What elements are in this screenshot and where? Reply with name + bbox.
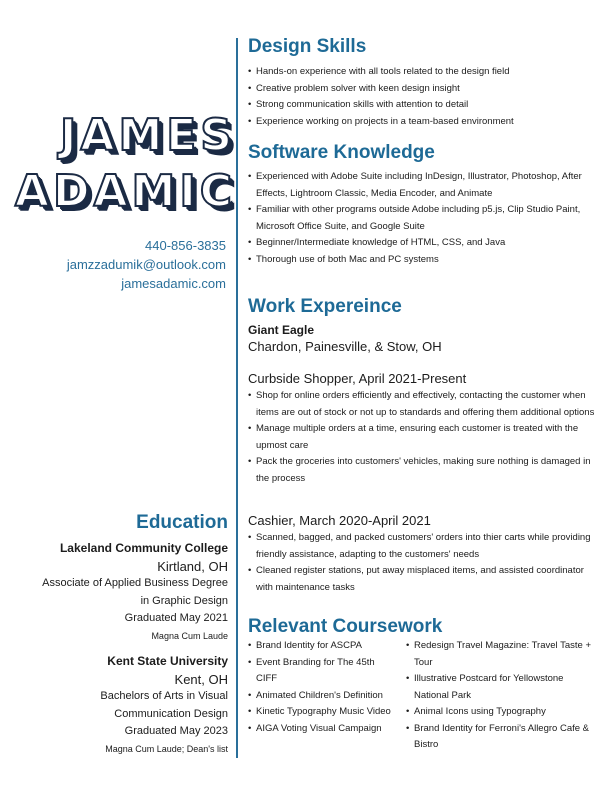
- list-item: • Manage multiple orders at a time, ensuring each customer is treated with the upmost care: [248, 421, 598, 454]
- education-entry: [8, 540, 228, 645]
- work-section: [248, 296, 598, 487]
- contact-phone[interactable]: 440-856-3835: [145, 238, 226, 253]
- graduation-date: Graduated May 2023: [124, 725, 228, 737]
- list-item: • Experience working on projects in a team-based environment: [248, 114, 598, 131]
- list-item: • Familiar with other programs outside Adobe including p5.js, Clip Studio Paint, Microsoft Office Suite, and Google Suite: [248, 202, 598, 235]
- design-skills-list: [248, 64, 598, 130]
- list-item: • Scanned, bagged, and packed customers' orders into thier carts while providing friendly assistance, adapting to the customers' needs: [248, 530, 598, 563]
- school-name: Kent State University: [107, 654, 228, 668]
- degree-line: in Graphic Design: [140, 594, 228, 607]
- software-section: [248, 142, 598, 268]
- list-item: • Event Branding for The 45th CIFF: [248, 655, 398, 688]
- list-item: • AIGA Voting Visual Campaign: [248, 721, 398, 738]
- role-title: Curbside Shopper, April 2021-Present: [248, 371, 467, 386]
- school-city: Kent, OH: [174, 671, 228, 687]
- coursework-section: [248, 616, 598, 638]
- role-title: Cashier, March 2020-April 2021: [248, 513, 431, 528]
- degree-line: Bachelors of Arts in Visual: [100, 690, 228, 702]
- list-item: • Creative problem solver with keen design insight: [248, 81, 598, 98]
- contact-email[interactable]: jamzzadumik@outlook.com: [66, 257, 226, 272]
- role-duties-list: [248, 530, 598, 596]
- coursework-list-right: [406, 638, 596, 754]
- list-item: • Brand Identity for Ferroni's Allegro Cafe & Bistro: [406, 721, 596, 754]
- degree-line: Communication Design: [114, 707, 228, 720]
- list-item: • Animal Icons using Typography: [406, 704, 596, 721]
- contact-website[interactable]: jamesadamic.com: [121, 276, 226, 291]
- work-heading: Work Expereince: [248, 296, 402, 317]
- software-list: [248, 169, 598, 268]
- software-heading: Software Knowledge: [248, 142, 435, 163]
- list-item: • Brand Identity for ASCPA: [248, 638, 398, 655]
- graduation-date: Graduated May 2021: [124, 612, 228, 624]
- list-item: • Experienced with Adobe Suite including InDesign, Illustrator, Photoshop, After Effects, Lightroom Classic, Media Encoder, and Animate: [248, 169, 598, 202]
- education-heading: Education: [136, 512, 228, 533]
- school-city: Kirtland, OH: [157, 558, 228, 574]
- employer-name: Giant Eagle: [248, 323, 315, 337]
- list-item: • Animated Children's Definition: [248, 688, 398, 705]
- design-skills-section: [248, 36, 598, 130]
- list-item: • Pack the groceries into customers' vehicles, making sure nothing is damaged in the process: [248, 454, 598, 487]
- list-item: • Thorough use of both Mac and PC systems: [248, 252, 598, 269]
- education-entry: [8, 653, 228, 758]
- list-item: • Cleaned register stations, put away misplaced items, and assisted coordinator with maintenance tasks: [248, 563, 598, 596]
- vertical-divider: [236, 38, 238, 758]
- school-name: Lakeland Community College: [59, 541, 228, 555]
- list-item: • Beginner/Intermediate knowledge of HTML, CSS, and Java: [248, 235, 598, 252]
- coursework-heading: Relevant Coursework: [248, 616, 443, 637]
- coursework-list-left: [248, 638, 398, 737]
- name-last: ADAMIC: [14, 166, 236, 217]
- list-item: • Hands-on experience with all tools related to the design field: [248, 64, 598, 81]
- employer-location: Chardon, Painesville, & Stow, OH: [248, 339, 442, 354]
- degree-line: Associate of Applied Business Degree: [42, 577, 228, 589]
- list-item: • Shop for online orders efficiently and effectively, contacting the customer when items are out of stock or not up to standards and offering them additional options: [248, 388, 598, 421]
- list-item: • Strong communication skills with attention to detail: [248, 97, 598, 114]
- honors: Magna Cum Laude; Dean's list: [105, 743, 228, 754]
- list-item: • Redesign Travel Magazine: Travel Taste + Tour: [406, 638, 596, 671]
- list-item: • Illustrative Postcard for Yellowstone National Park: [406, 671, 596, 704]
- list-item: • Kinetic Typography Music Video: [248, 704, 398, 721]
- role-duties-list: [248, 388, 598, 487]
- honors: Magna Cum Laude: [151, 630, 228, 641]
- design-skills-heading: Design Skills: [248, 36, 367, 57]
- name-first: JAMES: [60, 110, 236, 161]
